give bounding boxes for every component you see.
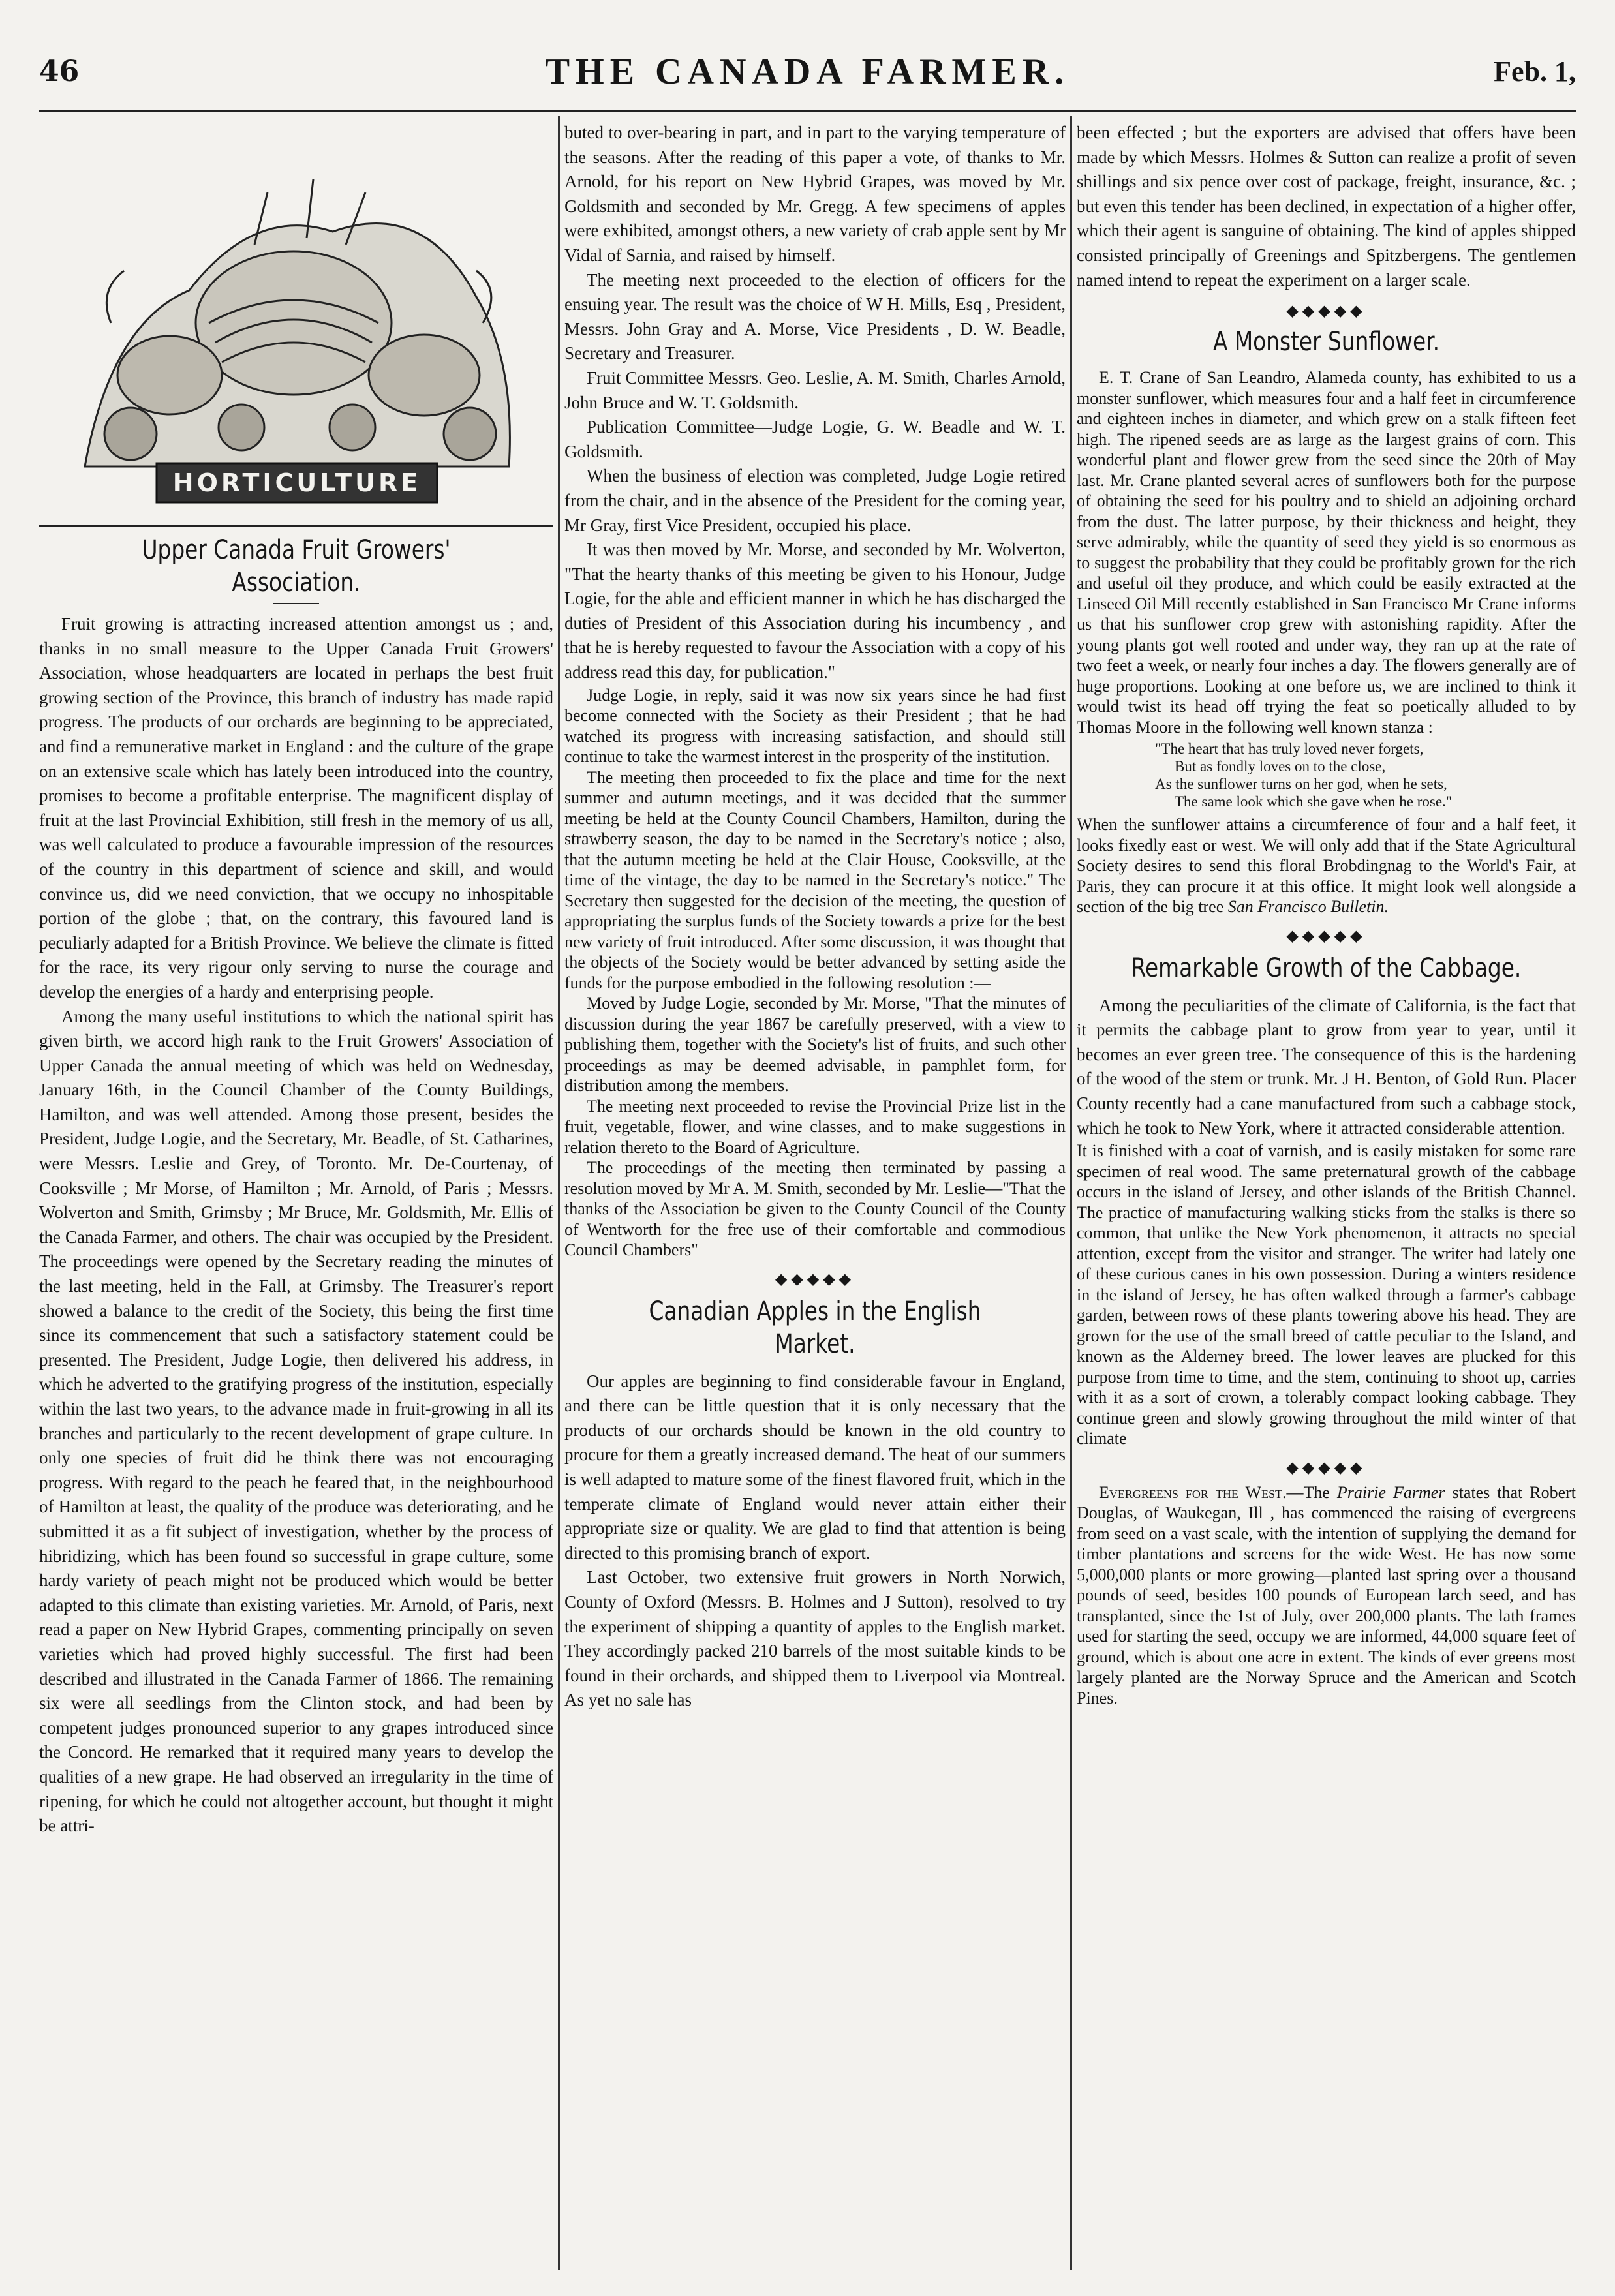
paragraph: When the business of election was completed, Judge Logie retired from the chair, and in the absence of the President for the coming year, Mr Gray, first Vice President, occupied his place.	[564, 466, 1066, 535]
heading-rule	[273, 603, 319, 604]
poem-line: But as fondly loves on to the close,	[1175, 758, 1386, 775]
column-divider-1	[558, 116, 560, 2270]
poem-line: As the sunflower turns on her god, when he sets,	[1155, 776, 1447, 793]
paragraph: E. T. Crane of San Leandro, Alameda county, has exhibited to us a monster sunflower, which measures four and a half feet in circumference and eighteen inches in diameter, and which grew on a stalk fifteen feet high. The ripened seeds are as large as the largest grains of corn. This wonderful plant and flower grew from the seed since the 20th of May last. Mr. Crane planted several acres of sunflowers both for the purpose of obtaining the seed for his poultry and to shield an adjoining orchard from the dust. The latter purpose, by their thickness and height, they serve admirably, while the quantity of seed they yield is so enormous as to suggest the probability that they could be profitably grown for the rich and useful oil they produce, and which could be easily extracted at the Linseed Oil Mill recently established in San Francisco Mr Crane informs us that his sunflower crop grew with astonishing rapidity. After the young plants got well rooted and under way, they ran up at the rate of two feet a week, or nearly four inches a day. The flowers generally are of huge proportions. Looking at one before us, we are inclined to think it would twist its head off trying the feat so poetically alluded to by Thomas Moore in the following well known stanza :	[1077, 368, 1576, 737]
column-2	[564, 121, 1066, 2270]
heading-fruit-growers: Upper Canada Fruit Growers' Association.	[142, 535, 451, 598]
ornament-divider: ◆◆◆◆◆	[1286, 927, 1366, 945]
paragraph: buted to over-bearing in part, and in part to the varying temperature of the seasons. After the reading of this paper a vote, of thanks to Mr. Arnold, for his report on New Hybrid Grapes, was moved by Mr. Goldsmith and seconded by Mr. Gregg. A few specimens of apples were exhibited, amongst others, a new variety of crab apple sent by Mr Vidal of Sarnia, and raised by himself.	[564, 123, 1066, 265]
issue-date: Feb. 1,	[1494, 55, 1576, 87]
poem-stanza	[1077, 740, 1576, 810]
paragraph: Our apples are beginning to find considerable favour in England, and there can be little question that it is only necessary that the products of our orchards should be known in the old country to procure for them a greatly increased demand. The heat of our summers is well adapted to mature some of the finest flavored fruit, which in the temperate climate of England would never attain either their appropriate size or quality. We are glad to find that attention is being directed to this promising branch of export.	[564, 1371, 1066, 1563]
paragraph: The meeting next proceeded to revise the Provincial Prize list in the fruit, vegetable, flower, and wine classes, and to make suggestions in relation thereto to the Board of Agriculture.	[564, 1096, 1066, 1157]
masthead	[39, 51, 1576, 103]
ornament-divider: ◆◆◆◆◆	[775, 1270, 855, 1288]
newspaper-title: THE CANADA FARMER.	[545, 52, 1070, 92]
horticulture-banner	[39, 121, 553, 527]
paragraph: Among the peculiarities of the climate of California, is the fact that it permits the cabbage plant to grow from year to year, until it becomes an ever green tree. The consequence of this is the hardening of the wood of the stem or trunk. Mr. J H. Benton, of Gold Run. Placer County recently had a cane manufactured from such a cabbage stock, which he took to New York, where it attracted considerable attention.	[1077, 995, 1576, 1138]
poem-line: "The heart that has truly loved never forgets,	[1155, 741, 1424, 758]
horticulture-illustration	[59, 127, 535, 519]
paragraph: Publication Committee—Judge Logie, G. W. Beadle and W. T. Goldsmith.	[564, 417, 1066, 461]
evergreens-text: states that Robert Douglas, of Waukegan, Ill , has commenced the raising of evergreens from seed on a vast scale, with the intention of supplying the demand for timber plantations and screens for the wide West. He has now some 5,000,000 plants or more growing—planted last spring over a thousand pounds of seed, besides 100 pounds of European larch seed, and has transplanted, since the 1st of July, over 200,000 plants. The lath frames used for starting the seed, occupy we are informed, 44,000 square feet of ground, which is about one acre in extent. The kinds of ever greens most largely planted are the Norway Spruce and the American and Scotch Pines.	[1077, 1482, 1576, 1707]
paragraph: Fruit Committee Messrs. Geo. Leslie, A. M. Smith, Charles Arnold, John Bruce and W. T. Goldsmith.	[564, 367, 1066, 412]
paragraph: been effected ; but the exporters are advised that offers have been made by which Messrs. Holmes & Sutton can realize a profit of seven shillings and six pence over cost of package, freight, insurance, &c. ; but even this tender has been declined, in expectation of a higher offer, which their agent is sanguine of obtaining. The kind of apples shipped consisted principally of Greenings and Spitzbergens. The gentlemen named intend to repeat the experiment on a larger scale.	[1077, 123, 1576, 290]
paragraph: The meeting then proceeded to fix the place and time for the next summer and autumn meetings, and it was decided that the summer meeting be held at the County Council Chambers, Hamilton, during the strawberry season, the day to be named in the Secretary's notice ; also, that the autumn meeting be held at the Clair House, Cooksville, at the time of the vintage, the day to be named in the Secretary's notice." The Secretary then suggested for the decision of the meeting, the question of appropriating the surplus funds of the Society towards a prize for the best new variety of fruit introduced. After some discussion, it was thought that the objects of the Society would be better advanced by setting aside the funds for the purpose embodied in the following resolution :—	[564, 767, 1066, 992]
paragraph: Moved by Judge Logie, seconded by Mr. Morse, "That the minutes of discussion during the year 1867 be carefully preserved, with a view to publishing them, together with the Society's list of fruits, and such other proceedings as may be deemed advisable, in pamphlet form, for distribution among the members.	[564, 994, 1066, 1095]
paragraph: Last October, two extensive fruit growers in North Norwich, County of Oxford (Messrs. B. Holmes and J Sutton), resolved to try the experiment of shipping a quantity of apples to the English market. They accordingly packed 210 barrels of the most suitable kinds to be found in their orchards, and shipped them to Liverpool via Montreal. As yet no sale has	[564, 1567, 1066, 1710]
paragraph: The proceedings of the meeting then terminated by passing a resolution moved by Mr A. M. Smith, seconded by Mr. Leslie—"That the thanks of the Association be given to the County Council of the County of Wentworth for the free use of their comfortable and commodious Council Chambers"	[564, 1158, 1066, 1260]
column-3	[1077, 121, 1576, 2270]
ornament-divider: ◆◆◆◆◆	[1286, 303, 1366, 320]
paragraph: It is finished with a coat of varnish, and is easily mistaken for some rare specimen of real wood. The same preternatural growth of the cabbage occurs in the island of Jersey, and other islands of the British Channel. The practice of manufacturing walking sticks from the stalks is there so common, that unlike the New York phenomenon, it attracts no special attention, except from the visitor and stranger. The writer had lately one of these curious canes in his own possession. During a winters residence in the island of Jersey, he has often walked through a farmer's cabbage garden, between rows of these plants towering above his head. They are grown for the use of the small breed of cattle peculiar to the Island, and known as the Alderney breed. The lower leaves are plucked for this purpose from time to time, and the stem, continuing to shoot up, carries with it as a sort of crown, a tolerably compact looking cabbage. They continue green and slowly growing throughout the mild winter of that climate	[1077, 1141, 1576, 1448]
source-citation: San Francisco Bulletin.	[1227, 897, 1389, 917]
paragraph: Evergreens for the West.—The Prairie Farmer states that Robert Douglas, of Waukegan, Ill , has commenced the raising of evergreens from seed on a vast scale, with the intention of supplying the demand for timber plantations and screens for the wide West. He has now some 5,000,000 plants or more growing—planted last spring over a thousand pounds of seed, besides 100 pounds of European larch seed, and has transplanted, since the 1st of July, over 200,000 plants. The lath frames used for starting the seed, occupy we are informed, 44,000 square feet of ground, which is about one acre in extent. The kinds of ever greens most largely planted are the Norway Spruce and the American and Scotch Pines.	[1077, 1482, 1576, 1707]
page-number: 46	[39, 55, 80, 88]
column-divider-2	[1070, 116, 1072, 2270]
sunflower-after-text: When the sunflower attains a circumference of four and a half feet, it looks fixedly east or west. We will only add that if the State Agricultural Society desires to send this floral Brobdingnag to the World's Fair, at Paris, they can procure it at this office. It might look well alongside a section of the big tree	[1077, 815, 1576, 917]
paragraph: Among the many useful institutions to which the national spirit has given birth, we accord high rank to the Fruit Growers' Association of Upper Canada the annual meeting of which was held on Wednesday, January 16th, in the Council Chamber of the County Buildings, Hamilton, and was well attended. Among those present, besides the President, Judge Logie, and the Secretary, Mr. Beadle, of St. Catharines, were Messrs. Leslie and Grey, of Toronto. Mr. De-Courtenay, of Cooksville ; Mr Morse, of Hamilton ; Mr. Arnold, of Paris ; Messrs. Wolverton and Smith, Grimsby ; Mr Bruce, Mr. Goldsmith, Mr. Ellis of the Canada Farmer, and others. The chair was occupied by the President. The proceedings were opened by the Secretary reading the minutes of the last meeting, held in the Fall, at Grimsby. The Treasurer's report showed a balance to the credit of the Society, this being the first time since its commencement that such a satisfactory statement could be presented. The President, Judge Logie, then delivered his address, in which he adverted to the gratifying progress of the institution, especially within the last two years, to the advance made in fruit-growing in all its branches and particularly to the recent development of grape culture. In only one species of fruit did he think there was not encouraging progress. With regard to the peach he feared that, in the neighbourhood of Hamilton at least, the quality of the produce was deteriorating, and he submitted it as a fit subject of investigation, whether by the process of hibridizing, which has been found so successful in grape culture, some hardy variety of peach might not be produced which would be better adapted to this climate than existing varieties. Mr. Arnold, of Paris, next read a paper on New Hybrid Grapes, commenting principally on seven varieties which had proved highly successful. The first had been described and illustrated in the Canada Farmer of 1866. The remaining six were all seedlings from the Clinton stock, and had been by competent judges pronounced superior to any grapes introduced since the Concord. He remarked that it required many years to develop the qualities of a new grape. He had observed an irregularity in the time of ripening, for which he could not altogether account, but thought it might be attri-	[39, 1006, 553, 1836]
horticulture-label: HORTICULTURE	[172, 468, 422, 497]
heading-canadian-apples: Canadian Apples in the English Market.	[649, 1296, 981, 1359]
paragraph: It was then moved by Mr. Morse, and seconded by Mr. Wolverton, "That the hearty thanks of this meeting be given to his Honour, Judge Logie, for the able and efficient manner in which he has discharged the duties of President of this Association during his incumbency , and that he is hereby requested to favour the Association with a copy of his address read this day, for publication."	[564, 540, 1066, 682]
heading-cabbage: Remarkable Growth of the Cabbage.	[1131, 953, 1522, 983]
column-1	[39, 121, 553, 2270]
header-rule	[39, 110, 1576, 112]
heading-monster-sunflower: A Monster Sunflower.	[1212, 327, 1440, 358]
ornament-divider: ◆◆◆◆◆	[1286, 1459, 1366, 1477]
paragraph	[1077, 814, 1576, 917]
paragraph: The meeting next proceeded to the election of officers for the ensuing year. The result was the choice of W H. Mills, Esq , President, Messrs. John Gray and A. Morse, Vice Presidents , D. W. Beadle, Secretary and Treasurer.	[564, 269, 1066, 363]
poem-line: The same look which she gave when he rose."	[1175, 793, 1453, 810]
item-lead: Evergreens for the West.	[1099, 1482, 1287, 1502]
paragraph: Judge Logie, in reply, said it was now six years since he had first become connected with the Society as their President ; that he had watched its progress with increasing satisfaction, and should still continue to take the warmest interest in the prosperity of the institution.	[564, 685, 1066, 767]
paragraph: Fruit growing is attracting increased attention amongst us ; and, thanks in no small measure to the Upper Canada Fruit Growers' Association, whose headquarters are located in perhaps the best fruit growing section of the Province, this branch of industry has made rapid progress. The products of our orchards are beginning to be appreciated, and find a remunerative market in England : and the culture of the grape on an extensive scale which has lately been introduced into the country, promises to become a profitable enterprise. The magnificent display of fruit at the last Provincial Exhibition, still fresh in the memory of us all, was well calculated to produce a favourable impression of the resources of the country in this department of science and skill, and would convince us, did we need conviction, that we occupy no inhospitable portion of the globe ; that, on the contrary, this favoured land is peculiarly adapted for a British Province. We believe the climate is fitted for the race, its very rigour only serving to nurse the courage and develop the energies of a hardy and enterprising people.	[39, 614, 553, 1002]
source-citation: Prairie Farmer	[1336, 1482, 1445, 1502]
